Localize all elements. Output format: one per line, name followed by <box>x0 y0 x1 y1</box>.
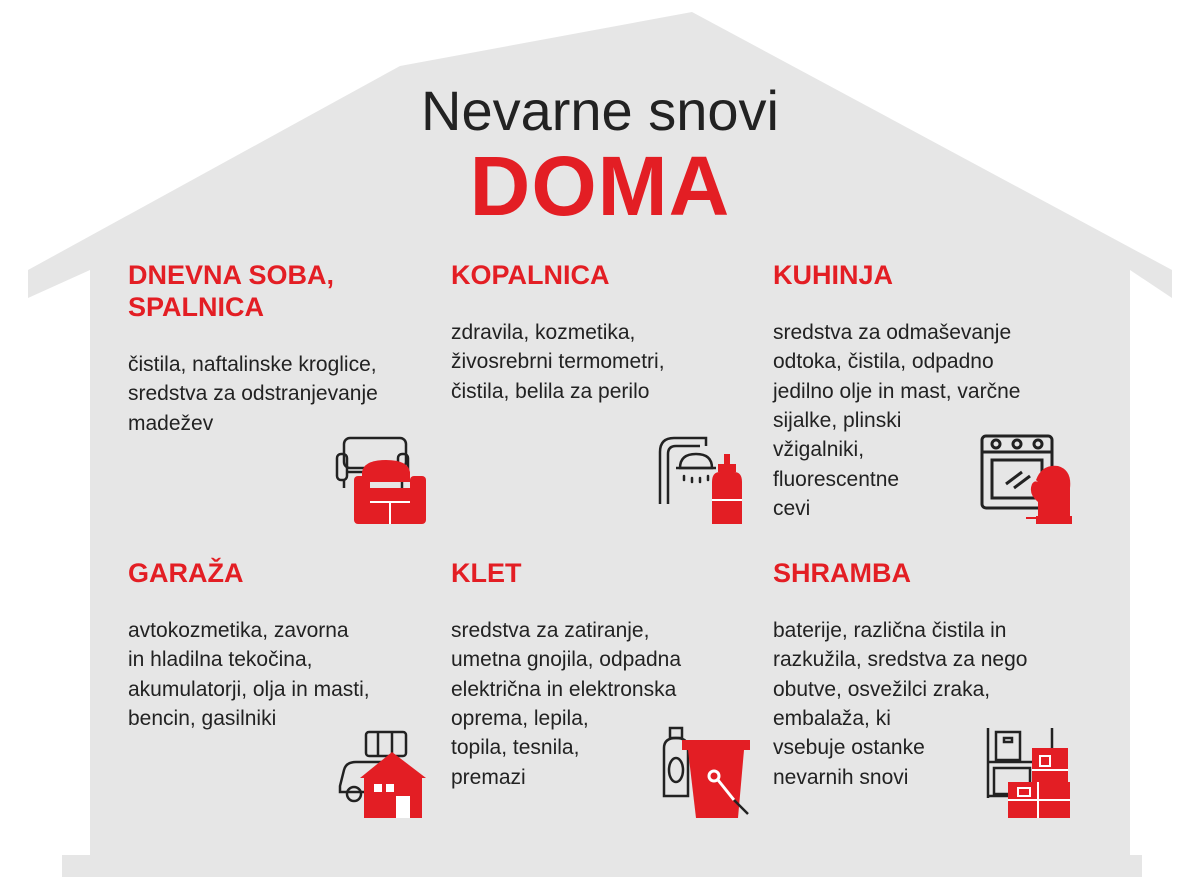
title-line-1: Nevarne snovi <box>421 79 779 142</box>
oven-mitt-icon <box>978 432 1074 526</box>
room-heading: KOPALNICA <box>451 260 610 290</box>
room-heading: KLET <box>451 558 522 588</box>
car-garage-icon <box>334 726 430 820</box>
shower-bottle-icon <box>656 432 748 526</box>
shelf-boxes-icon <box>978 726 1074 820</box>
room-garage <box>128 558 428 733</box>
room-text: sredstva za zatiranje, umetna gnojila, odpadna električna in elektronska oprema, lepila, topila, tesnila, premazi <box>451 618 682 789</box>
room-heading: DNEVNA SOBA, SPALNICA <box>128 260 335 322</box>
room-text: avtokozmetika, zavorna in hladilna tekočina, akumulatorji, olja in masti, bencin, gasilniki <box>128 618 370 731</box>
room-text: zdravila, kozmetika, živosrebrni termometri, čistila, belila za perilo <box>451 320 665 403</box>
room-text: baterije, različna čistila in razkužila, sredstva za nego obutve, osvežilci zraka, embalaža, ki vsebuje ostanke nevarnih snovi <box>773 618 1028 789</box>
sofa-armchair-icon <box>334 432 430 526</box>
room-bathroom <box>451 260 751 406</box>
title-line-2: DOMA <box>469 139 731 233</box>
room-heading: GARAŽA <box>128 558 244 588</box>
bottle-bucket-icon <box>656 726 752 820</box>
room-text: čistila, naftalinske kroglice, sredstva za odstranjevanje madežev <box>128 352 378 435</box>
room-heading: KUHINJA <box>773 260 894 290</box>
room-text: sredstva za odmaševanje odtoka, čistila, odpadno jedilno olje in mast, varčne sijalke, plinski vžigalniki, fluorescentne cevi <box>773 320 1021 521</box>
room-living-bedroom <box>128 260 428 438</box>
room-heading: SHRAMBA <box>773 558 911 588</box>
